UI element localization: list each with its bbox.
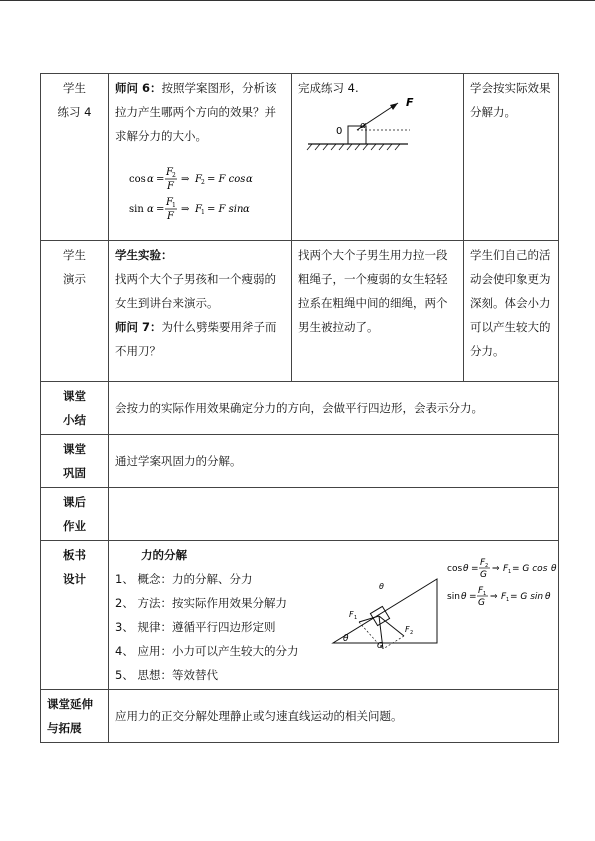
homework-row [41,488,559,541]
board-formula1-rhs: = G cos [512,564,548,574]
homework-cell [109,488,559,541]
practice4-label-line1: 学生 [63,81,86,95]
formula1-lhs: cos [129,174,146,185]
formula2-res: F [195,204,202,215]
board-cell [109,541,559,690]
teacher-question-6-text: 按照学案图形，分析该拉力产生哪两个方向的效果？并求解分力的大小。 [115,81,277,143]
board-formula1-theta: θ [463,564,469,574]
practice4-row [41,74,559,241]
pull-diagram-origin: 0 [336,126,343,137]
board-label-line2: 设计 [63,572,86,586]
formula1-num: F [166,167,173,178]
incline-g-label: G [377,641,384,649]
summary-label-line1: 课堂 [63,389,86,403]
formula2-lhs: sin [129,204,144,215]
experiment-label: 学生实验： [115,248,173,262]
practice4-label [41,74,109,241]
practice4-formulas [115,160,285,229]
board-formula2-res: F [501,592,507,602]
board-label-line1: 板书 [63,548,86,562]
consolidate-cell [109,435,559,488]
formula1-num-sub: 2 [172,172,176,179]
demo-teacher-cell [109,241,292,382]
consolidate-label-line2: 巩固 [63,466,86,480]
formula2-num: F [166,197,173,208]
practice4-formula-svg [115,160,285,224]
formula1-res: F [195,174,202,185]
board-formula2-lhs: sin [447,592,460,602]
summary-text: 会按力的实际作用效果确定分力的方向，会做平行四边形，会表示分力。 [115,401,483,415]
extension-label-line2: 与拓展 [47,721,82,735]
pull-diagram-force: F [406,98,414,109]
formula1-res-sub: 2 [201,179,205,186]
board-formula1-eq: = [471,564,479,574]
board-formulas [445,555,563,617]
incline-f2-label: F [405,625,410,634]
formula1-eq: = [156,174,165,185]
demo-label-line1: 学生 [63,248,86,262]
practice4-design-intent: 学会按实际效果分解力。 [470,81,551,119]
board-formula2-res-sub: 1 [506,597,510,603]
teacher-question-7-text: 为什么劈柴要用斧子而不用刀？ [115,320,277,358]
board-item-5: 5、 思想：等效替代 [115,668,218,682]
extension-label [41,690,109,743]
incline-f2-sub: 2 [410,630,414,636]
homework-label [41,488,109,541]
formula2-res-sub: 1 [201,209,205,216]
board-formula2-eq: = [469,592,477,602]
formula1-rhs: = F cos [207,174,246,185]
board-formula2-den: G [478,598,485,608]
formula2-den: F [167,211,174,222]
summary-row [41,382,559,435]
board-row [41,541,559,690]
demo-row [41,241,559,382]
pull-force-diagram [298,98,448,158]
pull-diagram-angle: α [360,121,366,131]
board-formula1-num: F [480,558,486,568]
incline-diagram [321,569,441,649]
board-formula1-num-sub: 2 [485,563,489,569]
board-item-3: 3、 规律：遵循平行四边形定则 [115,620,276,634]
incline-angle2-label: θ [379,582,384,591]
formula1-arrow: ⇒ [181,174,190,185]
board-formula1-arrow: ⇒ [492,564,500,574]
formula2-num-sub: 1 [172,202,176,209]
board-title: 力的分解 [141,548,187,562]
demo-student-cell [292,241,464,382]
board-formula1-theta2: θ [551,564,557,574]
formula2-arrow: ⇒ [181,204,190,215]
formula1-alpha: α [147,174,154,185]
homework-label-line2: 作业 [63,519,86,533]
board-formula2-num-sub: 1 [483,591,487,597]
summary-label [41,382,109,435]
demo-intent-cell [464,241,559,382]
demo-label-line2: 演示 [63,272,86,286]
board-formula2-rhs: = G sin [510,592,544,602]
board-item-2: 2、 方法：按实际作用效果分解力 [115,596,287,610]
consolidate-text: 通过学案巩固力的分解。 [115,454,242,468]
incline-f1-label: F [349,610,354,619]
board-label [41,541,109,690]
practice4-teacher-cell [109,74,292,241]
extension-row [41,690,559,743]
demo-student-activity: 找两个大个子男生用力拉一段粗绳子，一个瘦弱的女生轻轻拉系在粗绳中间的细绳，两个男生被拉动了。 [298,248,448,334]
incline-f1-sub: 1 [354,615,358,621]
formula2-alpha2: α [243,204,250,215]
extension-text: 应用力的正交分解处理静止或匀速直线运动的相关问题。 [115,709,403,723]
board-formula1-den: G [480,570,487,580]
summary-cell [109,382,559,435]
extension-cell [109,690,559,743]
board-formula1-res-sub: 1 [508,569,512,575]
practice4-student-activity: 完成练习 4. [298,81,359,95]
incline-angle-label: θ [343,634,349,644]
practice4-student-cell [292,74,464,241]
board-formula1-res: F [503,564,509,574]
formula2-rhs: = F sin [207,204,244,215]
formula1-den: F [167,181,174,192]
board-formula1-lhs: cos [447,564,463,574]
board-formula2-theta: θ [461,592,467,602]
formula1-alpha2: α [246,174,253,185]
board-formula2-arrow: ⇒ [490,592,498,602]
experiment-text: 找两个大个子男孩和一个瘦弱的女生到讲台来演示。 [115,272,276,310]
consolidate-row [41,435,559,488]
lesson-plan-table [40,73,559,743]
consolidate-label [41,435,109,488]
homework-label-line1: 课后 [63,495,86,509]
consolidate-label-line1: 课堂 [63,442,86,456]
board-item-1: 1、 概念：力的分解、分力 [115,572,253,586]
demo-label [41,241,109,382]
top-rule [0,0,595,1]
board-formula2-theta2: θ [545,592,551,602]
formula2-eq: = [156,204,165,215]
extension-label-line1: 课堂延伸 [47,697,93,711]
teacher-question-6-label: 师问 6： [115,81,162,95]
board-item-4: 4、 应用：小力可以产生较大的分力 [115,644,299,658]
board-formula2-num: F [478,586,484,596]
formula2-alpha: α [147,204,154,215]
demo-design-intent: 学生们自己的活动会使印象更为深刻。体会小力可以产生较大的分力。 [470,248,551,358]
practice4-intent-cell [464,74,559,241]
practice4-label-line2: 练习 4 [57,105,92,119]
summary-label-line2: 小结 [63,413,86,427]
teacher-question-7-label: 师问 7： [115,320,162,334]
